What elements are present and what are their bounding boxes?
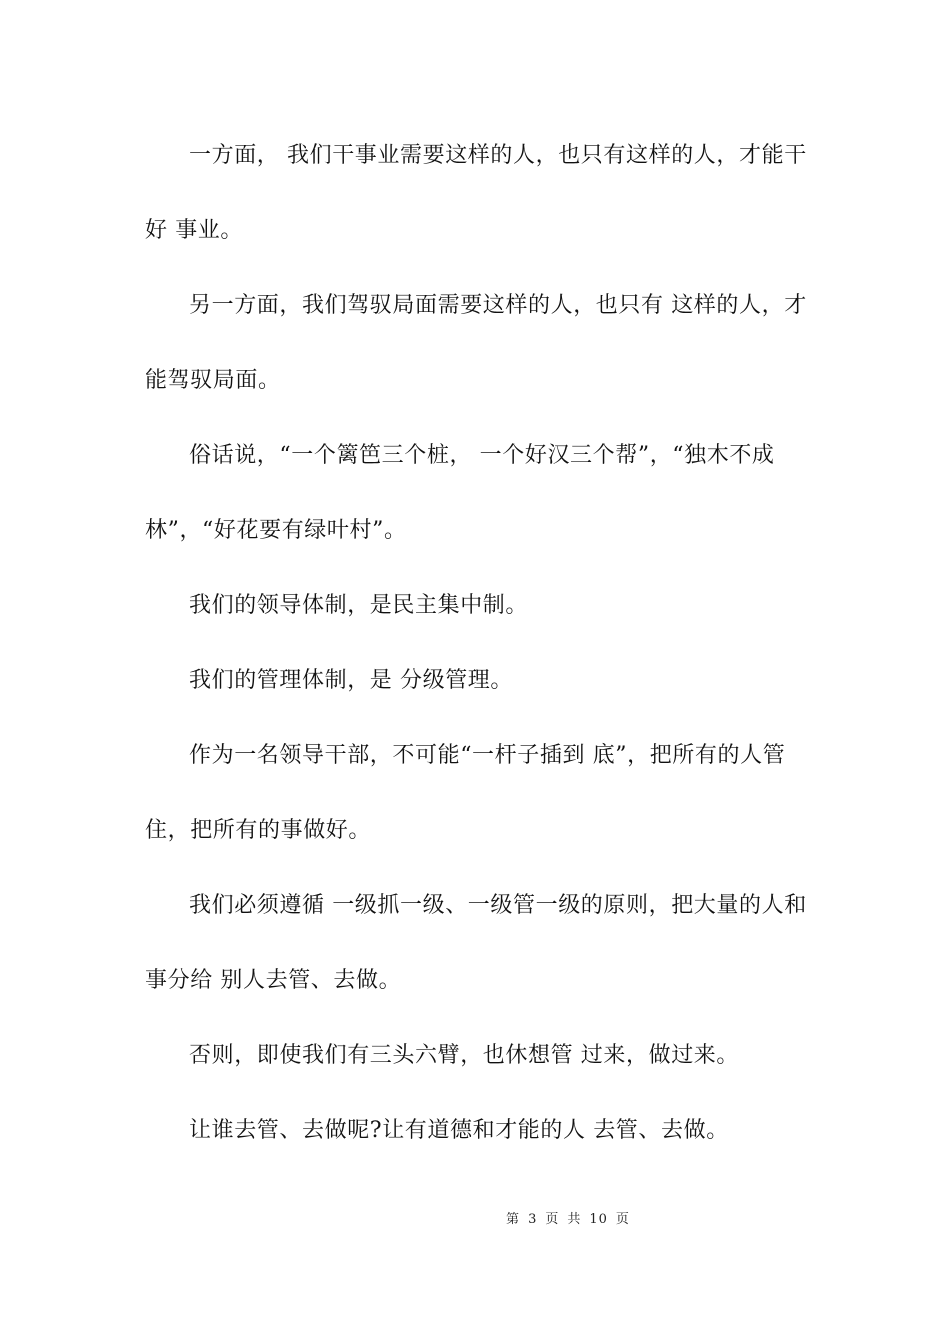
paragraph-line: 我们必须遵循 一级抓一级、一级管一级的原则，把大量的人和 <box>189 893 807 918</box>
paragraph-line: 林”，“好花要有绿叶村”。 <box>145 518 407 543</box>
paragraph-line: 事分给 别人去管、去做。 <box>145 968 402 993</box>
paragraph-line: 住，把所有的事做好。 <box>145 818 372 843</box>
paragraph-9 <box>145 1093 810 1168</box>
paragraph-2 <box>145 268 810 418</box>
footer-total-prefix: 共 <box>567 1212 582 1227</box>
paragraph-line: 一方面， 我们干事业需要这样的人，也只有这样的人，才能干 <box>189 143 807 168</box>
paragraph-line: 我们的领导体制，是民主集中制。 <box>189 593 529 618</box>
footer-prefix: 第 <box>506 1212 521 1227</box>
paragraph-3 <box>145 418 810 568</box>
body-text <box>145 118 810 1168</box>
paragraph-4 <box>145 568 810 643</box>
paragraph-1 <box>145 118 810 268</box>
paragraph-5 <box>145 643 810 718</box>
paragraph-6 <box>145 718 810 868</box>
paragraph-8 <box>145 1018 810 1093</box>
paragraph-line: 能驾驭局面。 <box>145 368 281 393</box>
paragraph-line: 让谁去管、去做呢?让有道德和才能的人 去管、去做。 <box>189 1118 729 1143</box>
footer-total-unit: 页 <box>615 1212 630 1227</box>
paragraph-line: 另一方面，我们驾驭局面需要这样的人，也只有 这样的人，才 <box>189 293 807 318</box>
footer-page-unit: 页 <box>545 1212 560 1227</box>
page-number-indicator <box>502 1208 634 1227</box>
footer-total-pages: 10 <box>589 1212 608 1227</box>
paragraph-line: 俗话说，“一个篱笆三个桩， 一个好汉三个帮”，“独木不成 <box>189 443 775 468</box>
footer-page-number: 3 <box>528 1212 538 1227</box>
paragraph-line: 否则，即使我们有三头六臂，也休想管 过来，做过来。 <box>189 1043 739 1068</box>
page-footer <box>0 1208 950 1227</box>
paragraph-line: 我们的管理体制，是 分级管理。 <box>189 668 513 693</box>
paragraph-line: 作为一名领导干部，不可能“一杆子插到 底”，把所有的人管 <box>189 743 786 768</box>
paragraph-line: 好 事业。 <box>145 218 243 243</box>
paragraph-7 <box>145 868 810 1018</box>
